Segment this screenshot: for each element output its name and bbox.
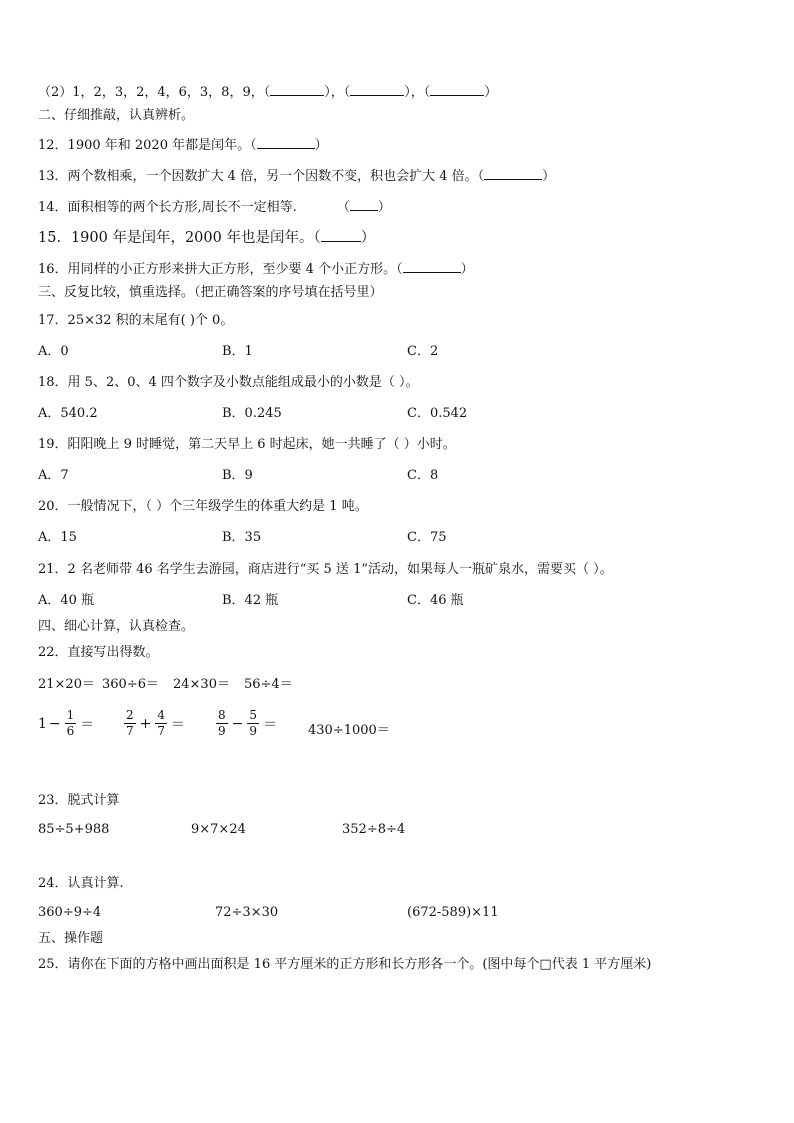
answer-blank[interactable] <box>403 260 461 273</box>
question-25: 25．请你在下面的方格中画出面积是 16 平方厘米的正方形和长方形各一个。(图中每个□代表 1 平方厘米) <box>38 957 652 972</box>
q21-option-b[interactable]: B．42 瓶 <box>222 593 279 608</box>
step-calc-item: 352÷8÷4 <box>342 822 406 837</box>
q18-option-a[interactable]: A．540.2 <box>38 406 98 421</box>
fraction: $\frac{2}{7}$ <box>126 708 134 738</box>
fraction: $\frac{1}{6}$ <box>66 708 75 738</box>
q19-option-c[interactable]: C．8 <box>407 468 439 483</box>
answer-blank[interactable] <box>484 167 542 180</box>
fraction: $\frac{8}{9}$ <box>218 708 226 738</box>
fraction-expression-1: 1 − $\frac{1}{6}$ ＝ <box>38 708 95 738</box>
oral-calc-item: 56÷4＝ <box>244 677 293 692</box>
question-16: 16．用同样的小正方形来拼大正方形，至少要 4 个小正方形。（ ） <box>38 262 474 277</box>
q19-option-a[interactable]: A．7 <box>38 468 69 483</box>
question-21: 21．2 名老师带 46 名学生去游园，商店进行“买 5 送 1”活动，如果每人一瓶矿泉水，需要买（ ）。 <box>38 562 613 577</box>
q17-option-a[interactable]: A．0 <box>38 344 69 359</box>
answer-blank[interactable] <box>257 136 315 149</box>
question-20: 20．一般情况下，（ ）个三年级学生的体重大约是 1 吨。 <box>38 499 368 514</box>
oral-calc-item: 360÷6＝ <box>102 677 159 692</box>
q17-option-b[interactable]: B．1 <box>222 344 253 359</box>
section-3-heading: 三、反复比较，慎重选择。（把正确答案的序号填在括号里） <box>38 285 383 300</box>
answer-blank[interactable] <box>350 198 378 211</box>
step-calc-item: 85÷5+988 <box>38 822 110 837</box>
oral-calc-item: 21×20＝ <box>38 677 95 692</box>
fraction: $\frac{4}{7}$ <box>157 708 166 738</box>
q20-option-a[interactable]: A．15 <box>38 530 77 545</box>
q17-option-c[interactable]: C．2 <box>407 344 439 359</box>
step-calc-item: 9×7×24 <box>191 822 246 837</box>
answer-blank[interactable] <box>321 229 361 242</box>
oral-calc-item: 24×30＝ <box>173 677 230 692</box>
section-2-heading: 二、仔细推敲，认真辨析。 <box>38 108 195 123</box>
q18-option-b[interactable]: B．0.245 <box>222 406 282 421</box>
q18-option-c[interactable]: C．0.542 <box>407 406 468 421</box>
q21-option-a[interactable]: A．40 瓶 <box>38 593 95 608</box>
question-19: 19．阳阳晚上 9 时睡觉，第二天早上 6 时起床，她一共睡了（ ）小时。 <box>38 437 456 452</box>
calc-item: 360÷9÷4 <box>38 905 102 920</box>
answer-blank[interactable] <box>430 83 484 96</box>
fraction: $\frac{5}{9}$ <box>249 708 258 738</box>
oral-calc-item: 430÷1000＝ <box>308 723 390 738</box>
question-23: 23．脱式计算 <box>38 793 120 808</box>
question-24: 24．认真计算. <box>38 876 124 891</box>
section-5-heading: 五、操作题 <box>38 931 104 946</box>
answer-blank[interactable] <box>350 83 404 96</box>
section-4-heading: 四、细心计算，认真检查。 <box>38 619 195 634</box>
fraction-expression-2: $\frac{2}{7}$ + $\frac{4}{7}$ ＝ <box>126 708 186 738</box>
answer-blank[interactable] <box>270 83 324 96</box>
q20-option-b[interactable]: B．35 <box>222 530 262 545</box>
question-11-part-2: （2）1，2，3，2，4，6，3，8，9，（ ），（ ），（ ） <box>38 85 498 100</box>
q20-option-c[interactable]: C．75 <box>407 530 447 545</box>
question-14: 14．面积相等的两个长方形,周长不一定相等. （ ） <box>38 200 391 215</box>
q19-option-b[interactable]: B．9 <box>222 468 253 483</box>
calc-item: 72÷3×30 <box>215 905 279 920</box>
fraction-expression-3: $\frac{8}{9}$ − $\frac{5}{9}$ ＝ <box>218 708 278 738</box>
question-13: 13．两个数相乘，一个因数扩大 4 倍，另一个因数不变，积也会扩大 4 倍。（ ） <box>38 169 556 184</box>
question-18: 18．用 5、2、0、4 四个数字及小数点能组成最小的小数是（ ）。 <box>38 375 419 390</box>
question-15: 15．1900 年是闰年，2000 年也是闰年。（ ） <box>38 230 376 246</box>
question-17: 17．25×32 积的末尾有( )个 0。 <box>38 313 234 328</box>
q21-option-c[interactable]: C．46 瓶 <box>407 593 464 608</box>
question-22: 22．直接写出得数。 <box>38 645 159 660</box>
question-12: 12．1900 年和 2020 年都是闰年。（ ） <box>38 138 328 153</box>
calc-item: (672-589)×11 <box>407 905 499 920</box>
